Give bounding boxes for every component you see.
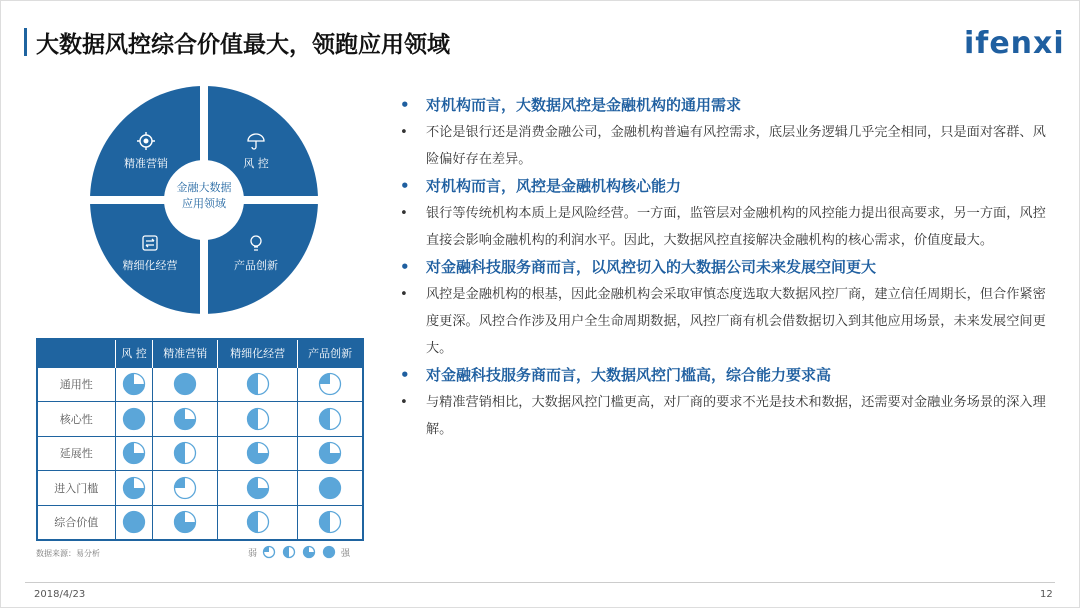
content-list (398, 92, 1058, 443)
rating-cell (298, 402, 363, 437)
target-icon (137, 132, 155, 150)
bullet-dot: • (400, 258, 410, 276)
ifenxi-logo: ifenxi (964, 26, 1065, 61)
rating-cell (115, 367, 153, 402)
quadrant-risk-control: 风 控 (216, 132, 296, 171)
rating-cell (217, 471, 297, 506)
table-row (37, 402, 363, 437)
harvey-ball-icon (318, 510, 342, 534)
harvey-ball-icon (173, 441, 197, 465)
rating-cell (153, 471, 218, 506)
bullet-heading (398, 173, 1058, 200)
bullet-dot: • (400, 206, 408, 221)
comparison-table (36, 338, 364, 541)
rating-cell (298, 471, 363, 506)
harvey-ball-icon (173, 407, 197, 431)
legend-strong: 强 (341, 548, 351, 559)
bullet-heading (398, 254, 1058, 281)
footer-date: 2018/4/23 (34, 589, 86, 600)
row-label: 延展性 (37, 436, 115, 471)
row-label: 核心性 (37, 402, 115, 437)
rating-cell (217, 436, 297, 471)
column-header (37, 339, 115, 367)
harvey-ball-icon (262, 545, 276, 559)
bullet-dot: • (400, 366, 410, 384)
bullet-content: 对金融科技服务商而言，以风控切入的大数据公司未来发展空间更大 (426, 258, 877, 276)
table-row (37, 471, 363, 506)
harvey-ball-icon (246, 476, 270, 500)
table-row (37, 505, 363, 540)
bullet-text (398, 281, 1058, 362)
harvey-ball-icon (318, 407, 342, 431)
harvey-ball-icon (173, 372, 197, 396)
bullet-content: 不论是银行还是消费金融公司，金融机构普遍有风控需求，底层业务逻辑几乎完全相同，只是面对客群、风险偏好存在差异。 (426, 125, 1046, 167)
row-label: 进入门槛 (37, 471, 115, 506)
rating-cell (115, 471, 153, 506)
rating-cell (217, 367, 297, 402)
harvey-ball-icon (122, 476, 146, 500)
harvey-ball-icon (122, 441, 146, 465)
lightbulb-icon (247, 234, 265, 252)
harvey-ball-icon (318, 441, 342, 465)
rating-cell (153, 402, 218, 437)
quadrant-product-innovation: 产品创新 (216, 234, 296, 273)
bullet-heading (398, 92, 1058, 119)
row-label: 通用性 (37, 367, 115, 402)
bullet-content: 银行等传统机构本质上是风险经营。一方面，监管层对金融机构的风控能力提出很高要求，另一方面，风控直接会影响金融机构的利润水平。因此，大数据风控直接解决金融机构的核心需求，价值度最大。 (426, 206, 1046, 248)
bullet-heading (398, 362, 1058, 389)
harvey-ball-icon (122, 407, 146, 431)
column-header: 产品创新 (298, 339, 363, 367)
rating-cell (153, 505, 218, 540)
legend-weak: 弱 (248, 548, 258, 559)
footer-divider (25, 582, 1055, 583)
rating-cell (115, 402, 153, 437)
harvey-ball-icon (246, 372, 270, 396)
bullet-dot: • (400, 395, 408, 410)
harvey-ball-icon (318, 372, 342, 396)
rating-cell (115, 505, 153, 540)
harvey-ball-icon (246, 441, 270, 465)
bullet-content: 对金融科技服务商而言，大数据风控门槛高，综合能力要求高 (426, 366, 832, 384)
bullet-content: 对机构而言，风控是金融机构核心能力 (426, 177, 682, 195)
column-header: 风 控 (115, 339, 153, 367)
rating-cell (298, 505, 363, 540)
quadrant-precision-marketing: 精准营销 (106, 132, 186, 171)
diagram-center-label: 金融大数据 应用领域 (176, 181, 232, 210)
bullet-text (398, 200, 1058, 254)
column-header: 精细化经营 (217, 339, 297, 367)
harvey-ball-icon (302, 545, 316, 559)
row-label: 综合价值 (37, 505, 115, 540)
harvey-ball-icon (173, 510, 197, 534)
data-source: 数据来源：易分析 (36, 549, 100, 558)
umbrella-icon (247, 132, 265, 150)
bullet-content: 与精准营销相比，大数据风控门槛更高，对厂商的要求不光是技术和数据，还需要对金融业务场景的深入理解。 (426, 395, 1046, 437)
rating-cell (298, 436, 363, 471)
rating-cell (217, 402, 297, 437)
harvey-legend (248, 545, 350, 559)
column-header: 精准营销 (153, 339, 218, 367)
bullet-dot: • (400, 125, 408, 140)
bullet-content: 风控是金融机构的根基，因此金融机构会采取审慎态度选取大数据风控厂商，建立信任周期长，但合作紧密度更深。风控合作涉及用户全生命周期数据，风控厂商有机会借数据切入到其他应用场景，未来发展空间更大。 (426, 287, 1046, 356)
rating-cell (153, 436, 218, 471)
bullet-dot: • (400, 96, 410, 114)
bullet-text (398, 119, 1058, 173)
harvey-ball-icon (246, 407, 270, 431)
bullet-dot: • (400, 287, 408, 302)
harvey-ball-icon (173, 476, 197, 500)
page-number: 12 (1040, 589, 1053, 600)
transfer-icon (141, 234, 159, 252)
harvey-ball-icon (122, 372, 146, 396)
table-row (37, 367, 363, 402)
bullet-text (398, 389, 1058, 443)
bullet-content: 对机构而言，大数据风控是金融机构的通用需求 (426, 96, 742, 114)
harvey-ball-icon (246, 510, 270, 534)
harvey-ball-icon (122, 510, 146, 534)
harvey-ball-icon (282, 545, 296, 559)
table-row (37, 436, 363, 471)
harvey-ball-icon (322, 545, 336, 559)
quadrant-refined-operation: 精细化经营 (110, 234, 190, 273)
rating-cell (153, 367, 218, 402)
page-title: 大数据风控综合价值最大，领跑应用领域 (36, 32, 450, 58)
rating-cell (217, 505, 297, 540)
title-accent-bar (24, 28, 27, 56)
rating-cell (115, 436, 153, 471)
rating-cell (298, 367, 363, 402)
harvey-ball-icon (318, 476, 342, 500)
bullet-dot: • (400, 177, 410, 195)
